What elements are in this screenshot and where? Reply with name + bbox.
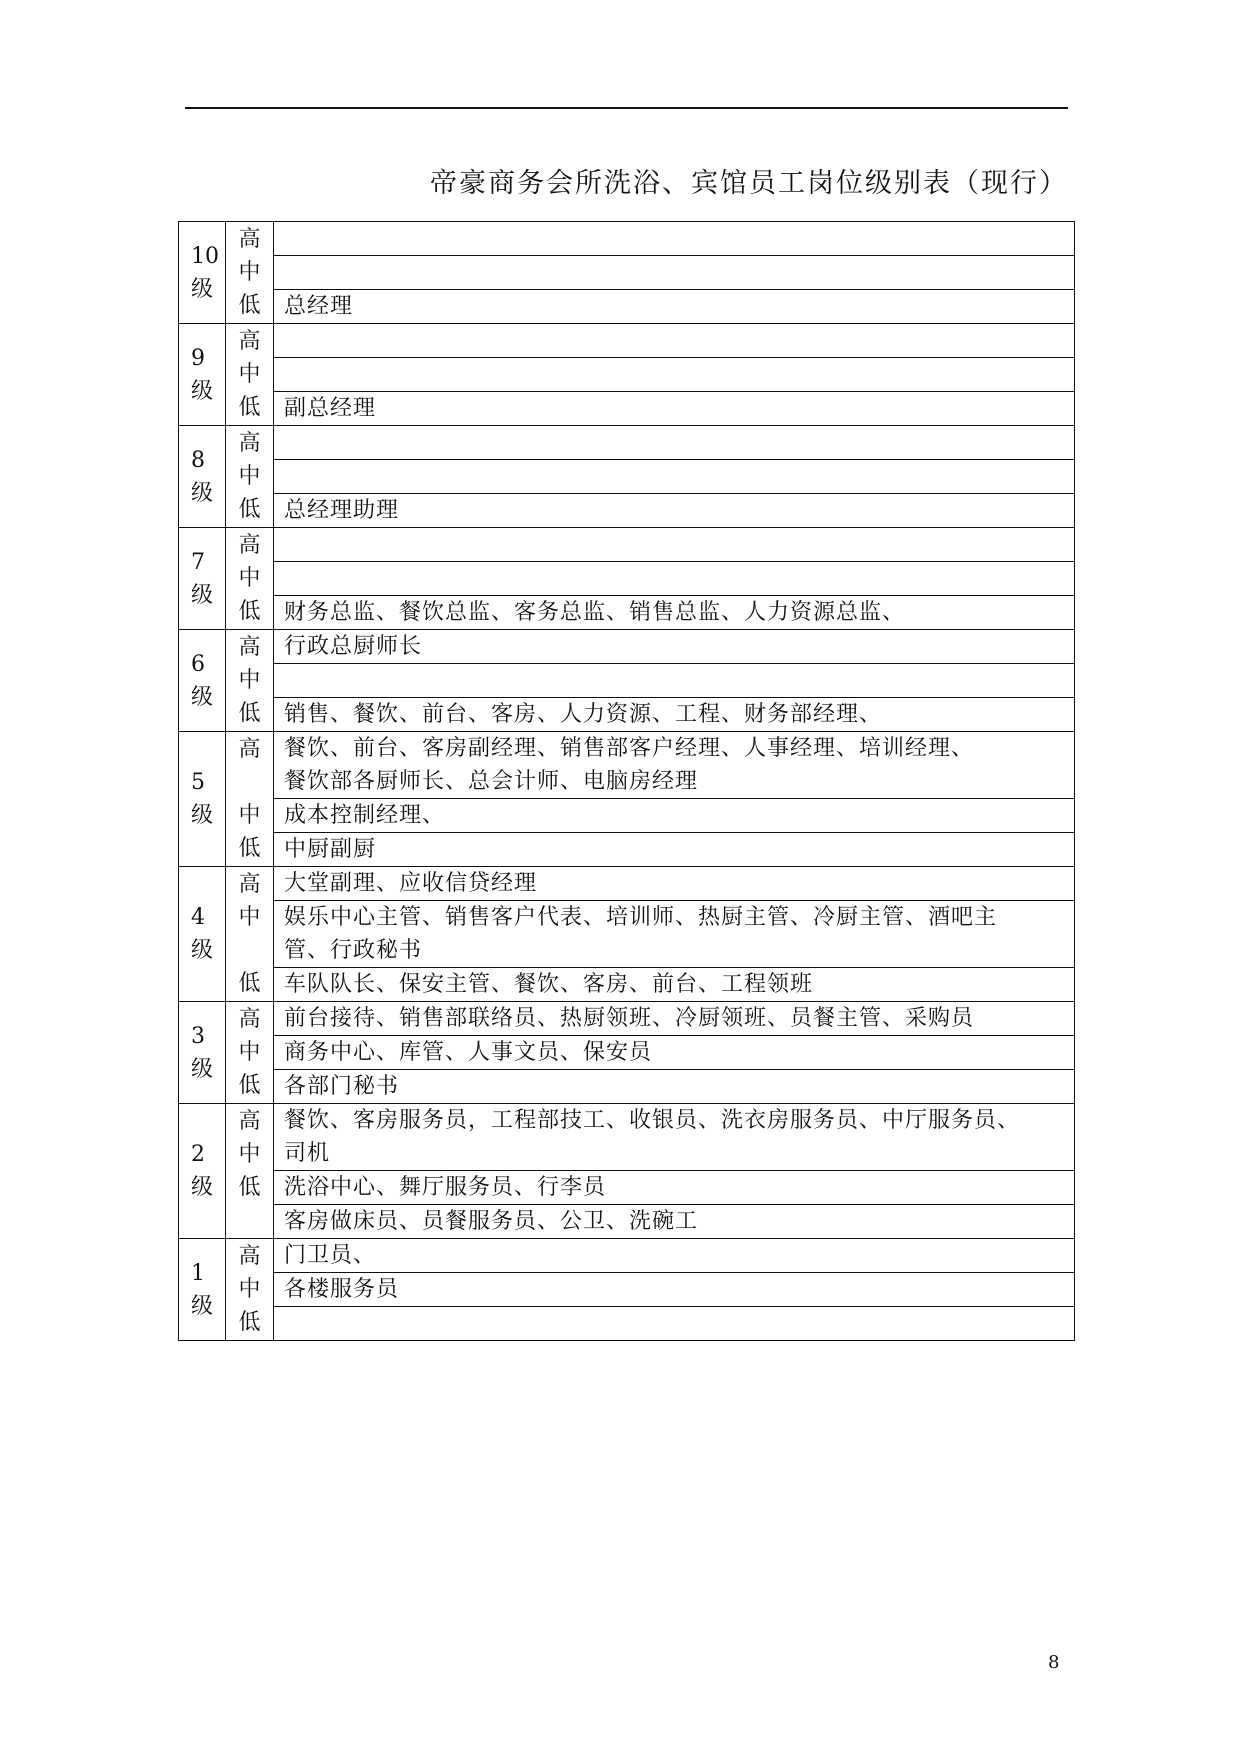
position-text xyxy=(284,1307,1074,1340)
table-row xyxy=(179,799,1075,833)
position-text xyxy=(284,358,1074,391)
level-label xyxy=(179,222,226,324)
table-row xyxy=(179,1002,1075,1036)
positions-cell xyxy=(274,1070,1075,1104)
position-text: 娱乐中心主管、销售客户代表、培训师、热厨主管、冷厨主管、酒吧主 xyxy=(284,905,998,930)
sub-grade-label: 低 xyxy=(238,497,261,522)
positions-cell xyxy=(274,867,1075,901)
sub-grade-label: 中 xyxy=(238,362,261,387)
level-suffix: 级 xyxy=(191,1175,214,1200)
level-suffix: 级 xyxy=(191,1056,214,1082)
page-title: 帝豪商务会所洗浴、宾馆员工岗位级别表（现行） xyxy=(430,168,1068,199)
table-row xyxy=(179,1239,1075,1273)
sub-grade-label: 低 xyxy=(238,971,261,996)
position-text: 总经理 xyxy=(284,294,354,319)
sub-grade-label: 中 xyxy=(238,1040,261,1065)
position-text xyxy=(284,426,1074,459)
level-label xyxy=(179,1002,226,1104)
table-row xyxy=(179,968,1075,1002)
level-number: 3 xyxy=(191,1023,205,1049)
position-text: 成本控制经理、 xyxy=(284,803,446,828)
positions-cell xyxy=(274,698,1075,732)
position-text: 洗浴中心、舞厅服务员、行李员 xyxy=(284,1175,607,1200)
position-text: 总经理助理 xyxy=(284,498,400,523)
level-number: 10 xyxy=(191,243,219,269)
position-text: 前台接待、销售部联络员、热厨领班、冷厨领班、员餐主管、采购员 xyxy=(284,1006,975,1031)
sub-grade-label: 高 xyxy=(238,1109,261,1134)
level-suffix: 级 xyxy=(191,582,214,608)
sub-grade-label: 高 xyxy=(238,737,261,762)
position-text: 财务总监、餐饮总监、客务总监、销售总监、人力资源总监、 xyxy=(284,600,906,625)
table-row xyxy=(179,833,1075,867)
position-text: 各楼服务员 xyxy=(284,1277,400,1302)
table-row xyxy=(179,630,1075,664)
sub-grade-label: 低 xyxy=(238,293,261,318)
position-text xyxy=(284,256,1074,289)
sub-grade-label: 低 xyxy=(238,701,261,726)
table-row xyxy=(179,494,1075,528)
position-text: 餐饮部各厨师长、总会计师、电脑房经理 xyxy=(284,769,699,794)
level-suffix: 级 xyxy=(191,803,214,828)
position-text xyxy=(284,324,1074,357)
level-suffix: 级 xyxy=(191,276,214,302)
table-row xyxy=(179,901,1075,968)
positions-cell xyxy=(274,1036,1075,1070)
sub-grade-label: 高 xyxy=(238,431,261,456)
position-text xyxy=(284,460,1074,493)
positions-cell xyxy=(274,833,1075,867)
position-text: 副总经理 xyxy=(284,396,377,421)
position-text: 车队队长、保安主管、餐饮、客房、前台、工程领班 xyxy=(284,972,814,997)
positions-cell xyxy=(274,1205,1075,1239)
positions-cell xyxy=(274,494,1075,528)
sub-grade-label: 高 xyxy=(238,1244,261,1269)
position-text: 大堂副理、应收信贷经理 xyxy=(284,871,538,896)
table-row xyxy=(179,1273,1075,1307)
table-row xyxy=(179,290,1075,324)
positions-cell xyxy=(274,1307,1075,1341)
positions-cell xyxy=(274,392,1075,426)
sub-grade-column xyxy=(226,1104,274,1239)
positions-cell xyxy=(274,222,1075,256)
position-text: 行政总厨师长 xyxy=(284,634,423,659)
sub-grade-label: 中 xyxy=(238,905,261,930)
position-text: 餐饮、前台、客房副经理、销售部客户经理、人事经理、培训经理、 xyxy=(284,736,975,761)
position-text: 门卫员、 xyxy=(284,1243,377,1268)
table-row xyxy=(179,1171,1075,1205)
sub-grade-label: 低 xyxy=(238,395,261,420)
level-suffix: 级 xyxy=(191,938,214,963)
sub-grade-label: 低 xyxy=(238,1310,261,1335)
level-number: 6 xyxy=(191,651,205,677)
table-row xyxy=(179,528,1075,562)
table-row xyxy=(179,732,1075,799)
positions-cell xyxy=(274,630,1075,664)
sub-grade-label: 低 xyxy=(238,1073,261,1098)
positions-cell xyxy=(274,426,1075,460)
level-label xyxy=(179,324,226,426)
sub-grade-label: 中 xyxy=(238,566,261,591)
sub-grade-label: 低 xyxy=(238,599,261,624)
table-row xyxy=(179,664,1075,698)
sub-grade-column xyxy=(226,630,274,732)
level-number: 8 xyxy=(191,447,205,473)
sub-grade-label: 高 xyxy=(238,872,261,897)
level-number: 4 xyxy=(191,905,205,930)
table-row xyxy=(179,358,1075,392)
sub-grade-column xyxy=(226,732,274,867)
level-suffix: 级 xyxy=(191,378,214,404)
sub-grade-column xyxy=(226,1239,274,1341)
level-label xyxy=(179,528,226,630)
level-suffix: 级 xyxy=(191,1293,214,1319)
position-text: 商务中心、库管、人事文员、保安员 xyxy=(284,1040,653,1065)
sub-grade-label: 中 xyxy=(238,464,261,489)
header-rule xyxy=(185,107,1068,109)
sub-grade-label xyxy=(226,934,273,967)
positions-cell xyxy=(274,324,1075,358)
positions-cell xyxy=(274,901,1075,968)
positions-cell xyxy=(274,732,1075,799)
table-row xyxy=(179,1104,1075,1171)
positions-cell xyxy=(274,596,1075,630)
positions-cell xyxy=(274,256,1075,290)
sub-grade-label: 高 xyxy=(238,227,261,252)
table-row xyxy=(179,596,1075,630)
level-label xyxy=(179,1104,226,1239)
level-suffix: 级 xyxy=(191,684,214,710)
table-row xyxy=(179,392,1075,426)
sub-grade-label: 中 xyxy=(238,803,261,828)
sub-grade-label xyxy=(226,1204,273,1237)
level-number: 2 xyxy=(191,1142,205,1167)
position-text: 客房做床员、员餐服务员、公卫、洗碗工 xyxy=(284,1209,699,1234)
position-text: 管、行政秘书 xyxy=(284,938,423,963)
positions-cell xyxy=(274,290,1075,324)
positions-cell xyxy=(274,664,1075,698)
positions-cell xyxy=(274,1002,1075,1036)
level-suffix: 级 xyxy=(191,480,214,506)
sub-grade-column xyxy=(226,222,274,324)
positions-cell xyxy=(274,1273,1075,1307)
positions-cell xyxy=(274,968,1075,1002)
position-text xyxy=(284,664,1074,697)
table-row xyxy=(179,867,1075,901)
sub-grade-label: 中 xyxy=(238,1277,261,1302)
table-row xyxy=(179,1070,1075,1104)
sub-grade-label: 低 xyxy=(238,1175,261,1200)
sub-grade-column xyxy=(226,867,274,1002)
sub-grade-label: 低 xyxy=(238,836,261,861)
table-row xyxy=(179,1307,1075,1341)
level-number: 7 xyxy=(191,549,205,575)
position-text: 司机 xyxy=(284,1141,331,1166)
positions-cell xyxy=(274,460,1075,494)
table-row xyxy=(179,1205,1075,1239)
positions-cell xyxy=(274,562,1075,596)
position-text: 各部门秘书 xyxy=(284,1074,400,1099)
sub-grade-label: 中 xyxy=(238,668,261,693)
table-row xyxy=(179,1036,1075,1070)
sub-grade-label: 高 xyxy=(238,533,261,558)
sub-grade-column xyxy=(226,324,274,426)
table-row xyxy=(179,256,1075,290)
position-text xyxy=(284,222,1074,255)
position-text xyxy=(284,528,1074,561)
level-label xyxy=(179,867,226,1002)
level-label xyxy=(179,732,226,867)
table-row xyxy=(179,426,1075,460)
positions-cell xyxy=(274,1104,1075,1171)
position-text xyxy=(284,562,1074,595)
positions-cell xyxy=(274,528,1075,562)
positions-cell xyxy=(274,799,1075,833)
sub-grade-label: 高 xyxy=(238,635,261,660)
grade-table xyxy=(178,221,1075,1341)
sub-grade-label: 中 xyxy=(238,1142,261,1167)
sub-grade-column xyxy=(226,426,274,528)
level-label xyxy=(179,1239,226,1341)
sub-grade-label: 中 xyxy=(238,260,261,285)
position-text: 销售、餐饮、前台、客房、人力资源、工程、财务部经理、 xyxy=(284,702,883,727)
level-label xyxy=(179,426,226,528)
sub-grade-label xyxy=(226,766,273,799)
sub-grade-column xyxy=(226,1002,274,1104)
position-text: 餐饮、客房服务员，工程部技工、收银员、洗衣房服务员、中厅服务员、 xyxy=(284,1108,1021,1133)
level-number: 9 xyxy=(191,345,205,371)
table-row xyxy=(179,562,1075,596)
positions-cell xyxy=(274,358,1075,392)
level-label xyxy=(179,630,226,732)
page-number: 8 xyxy=(1048,1652,1060,1673)
table-row xyxy=(179,222,1075,256)
level-number: 1 xyxy=(191,1260,205,1286)
sub-grade-column xyxy=(226,528,274,630)
table-row xyxy=(179,698,1075,732)
sub-grade-label: 高 xyxy=(238,329,261,354)
table-row xyxy=(179,324,1075,358)
level-number: 5 xyxy=(191,770,205,795)
positions-cell xyxy=(274,1239,1075,1273)
table-row xyxy=(179,460,1075,494)
sub-grade-label: 高 xyxy=(238,1007,261,1032)
position-text: 中厨副厨 xyxy=(284,837,377,862)
positions-cell xyxy=(274,1171,1075,1205)
